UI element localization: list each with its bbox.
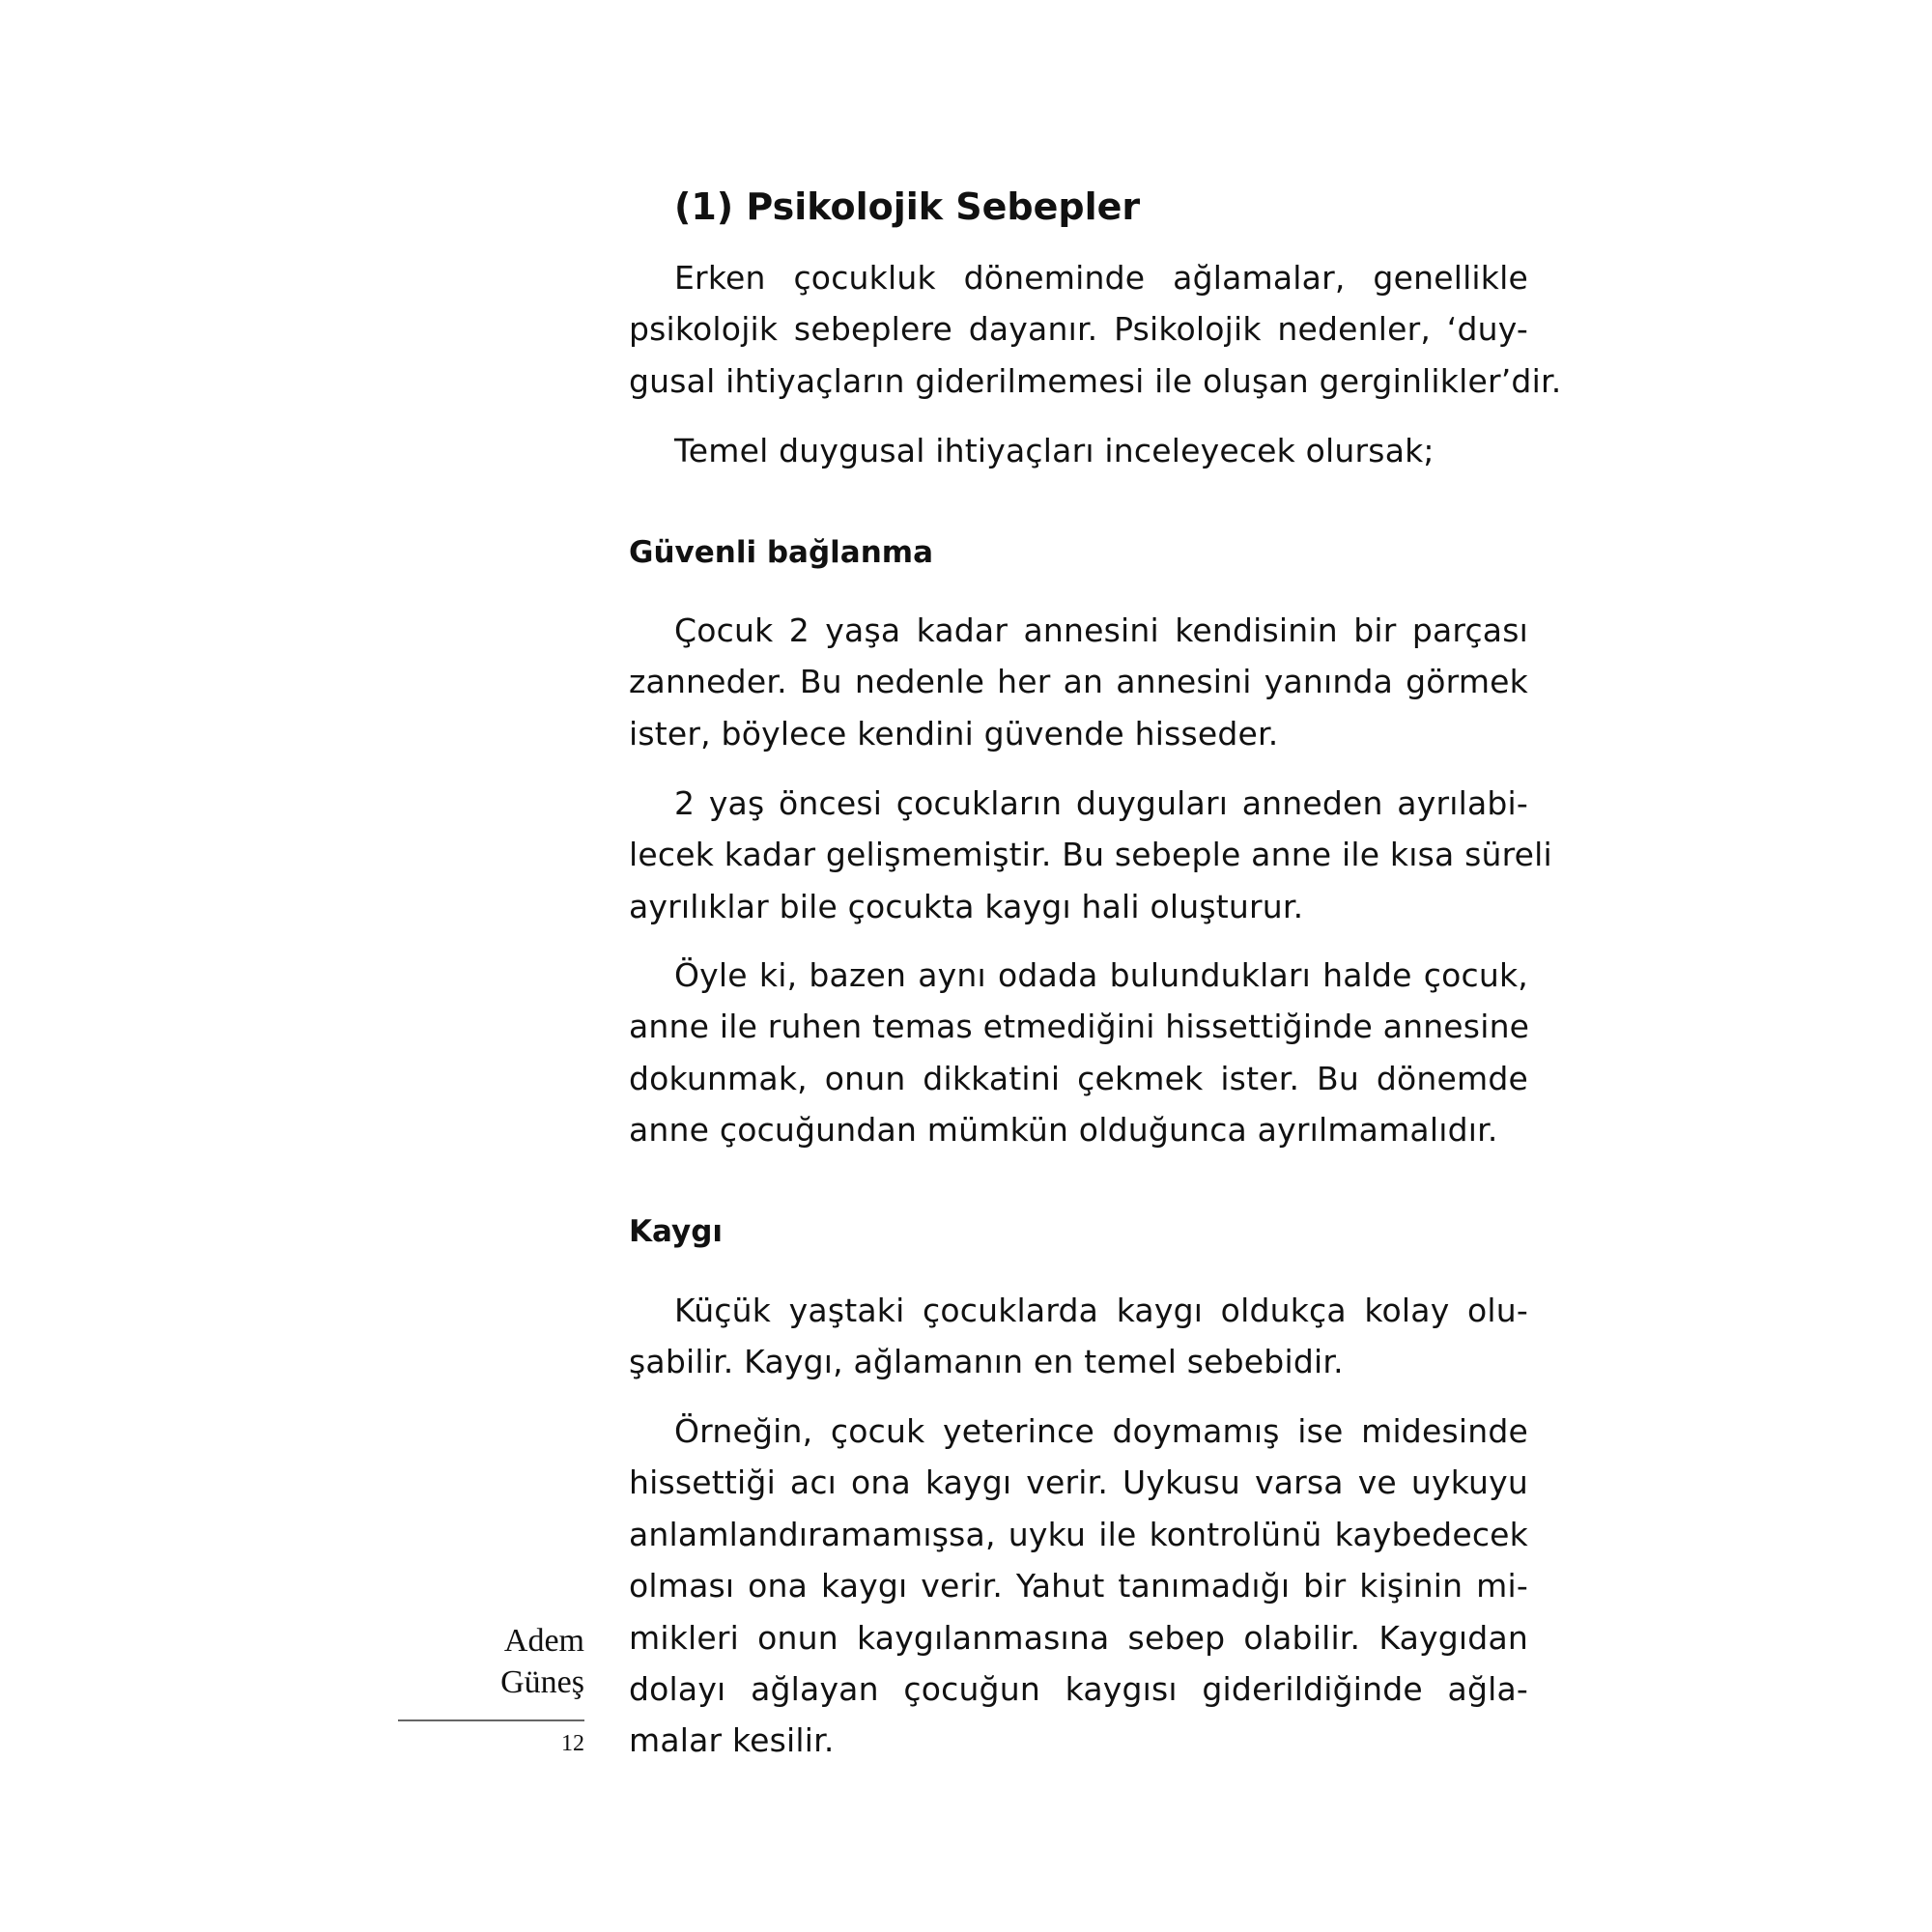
- text-line: Öyle ki, bazen aynı odada bulundukları halde çocuk,: [674, 956, 1528, 994]
- text-line: olması ona kaygı verir. Yahut tanımadığı bir kişinin mi-: [629, 1567, 1528, 1605]
- text-line: Çocuk 2 yaşa kadar annesini kendisinin bir parçası: [674, 611, 1528, 649]
- text-line: mikleri onun kaygılanmasına sebep olabilir. Kaygıdan: [629, 1618, 1528, 1657]
- text-line: dolayı ağlayan çocuğun kaygısı giderildiğinde ağla-: [629, 1670, 1528, 1708]
- page-number: 12: [561, 1731, 584, 1756]
- text-line: malar kesilir.: [629, 1721, 835, 1760]
- text-line: Erken çocukluk döneminde ağlamalar, genellikle: [674, 259, 1528, 297]
- text-line: şabilir. Kaygı, ağlamanın en temel sebebidir.: [629, 1343, 1344, 1381]
- subheading-guvenli-baglanma: Güvenli bağlanma: [629, 535, 933, 570]
- text-line: psikolojik sebeplere dayanır. Psikolojik nedenler, ‘duy-: [629, 310, 1528, 349]
- text-line: ayrılıklar bile çocukta kaygı hali oluşturur.: [629, 887, 1304, 925]
- text-line: anne ile ruhen temas etmediğini hissettiğinde annesine: [629, 1008, 1530, 1046]
- text-line: dokunmak, onun dikkatini çekmek ister. Bu dönemde: [629, 1059, 1528, 1097]
- text-line: lecek kadar gelişmemiştir. Bu sebeple anne ile kısa süreli: [629, 836, 1552, 874]
- subheading-kaygi: Kaygı: [629, 1214, 724, 1249]
- text-line: zanneder. Bu nedenle her an annesini yanında görmek: [629, 663, 1528, 701]
- text-line: ister, böylece kendini güvende hisseder.: [629, 714, 1279, 753]
- text-line: anlamlandıramamışsa, uyku ile kontrolünü kaybedecek: [629, 1515, 1528, 1553]
- author-first-name: Adem: [503, 1623, 584, 1659]
- text-line: 2 yaş öncesi çocukların duyguları anneden ayrılabi-: [674, 784, 1528, 822]
- section-title: (1) Psikolojik Sebepler: [674, 185, 1141, 228]
- sidebar-rule: [398, 1719, 584, 1721]
- text-line: Küçük yaştaki çocuklarda kaygı oldukça kolay olu-: [674, 1292, 1528, 1329]
- text-line: Temel duygusal ihtiyaçları inceleyecek olursak;: [674, 432, 1435, 469]
- text-line: anne çocuğundan mümkün olduğunca ayrılmamalıdır.: [629, 1111, 1498, 1150]
- text-line: Örneğin, çocuk yeterince doymamış ise midesinde: [674, 1412, 1528, 1450]
- author-last-name: Güneş: [500, 1664, 584, 1700]
- text-line: gusal ihtiyaçların giderilmemesi ile oluşan gerginlikler’dir.: [629, 361, 1562, 400]
- text-line: hissettiği acı ona kaygı verir. Uykusu varsa ve uykuyu: [629, 1463, 1528, 1502]
